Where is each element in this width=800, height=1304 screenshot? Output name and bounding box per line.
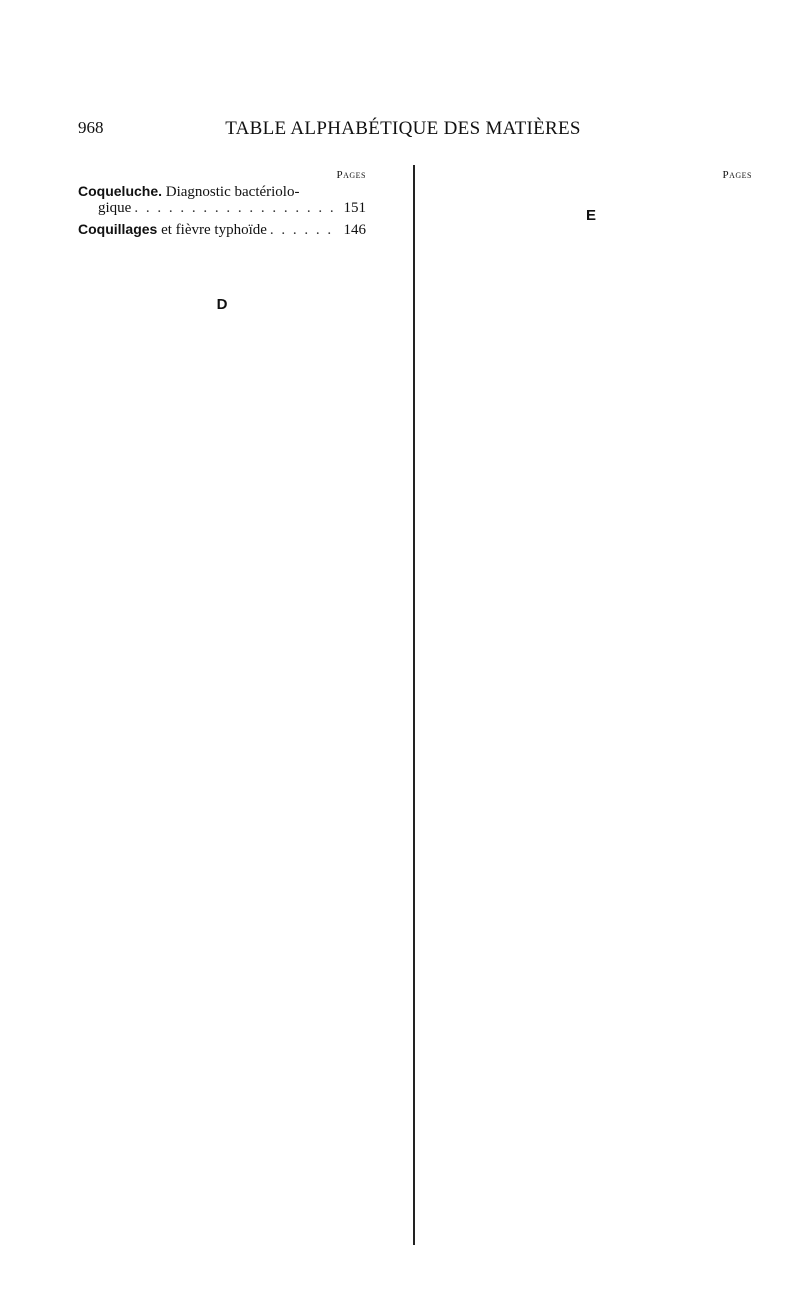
page-header: [78, 118, 728, 148]
entry-heading: Coqueluche.: [78, 183, 163, 199]
index-entry: [78, 184, 366, 216]
pages-label: Pages: [722, 169, 752, 181]
page-ref: 151: [343, 199, 366, 216]
entry-text: gique: [98, 199, 132, 216]
pages-label: Pages: [336, 169, 366, 181]
page-title: TABLE ALPHABÉTIQUE DES MATIÈRES: [225, 118, 581, 139]
entry-heading: Coquillages: [78, 221, 158, 238]
page-number: 968: [78, 118, 104, 137]
entries-c: [78, 184, 366, 239]
entry-line: [78, 201, 366, 217]
leader-dots: [134, 201, 339, 217]
entry-line: [78, 222, 366, 239]
page-ref: 146: [343, 222, 366, 239]
section-letter-d: D: [216, 296, 228, 314]
entry-text: Coquillages et fièvre typhoïde: [78, 221, 267, 239]
leader-dots: [270, 223, 339, 239]
column-divider: [413, 165, 415, 1245]
section-letter-e: E: [585, 207, 596, 224]
index-entry: [78, 222, 366, 239]
entry-text: Coqueluche. Diagnostic bactériolo-: [78, 183, 300, 200]
entry-line: [78, 184, 366, 201]
left-column: [78, 168, 366, 333]
right-column: [430, 168, 752, 238]
